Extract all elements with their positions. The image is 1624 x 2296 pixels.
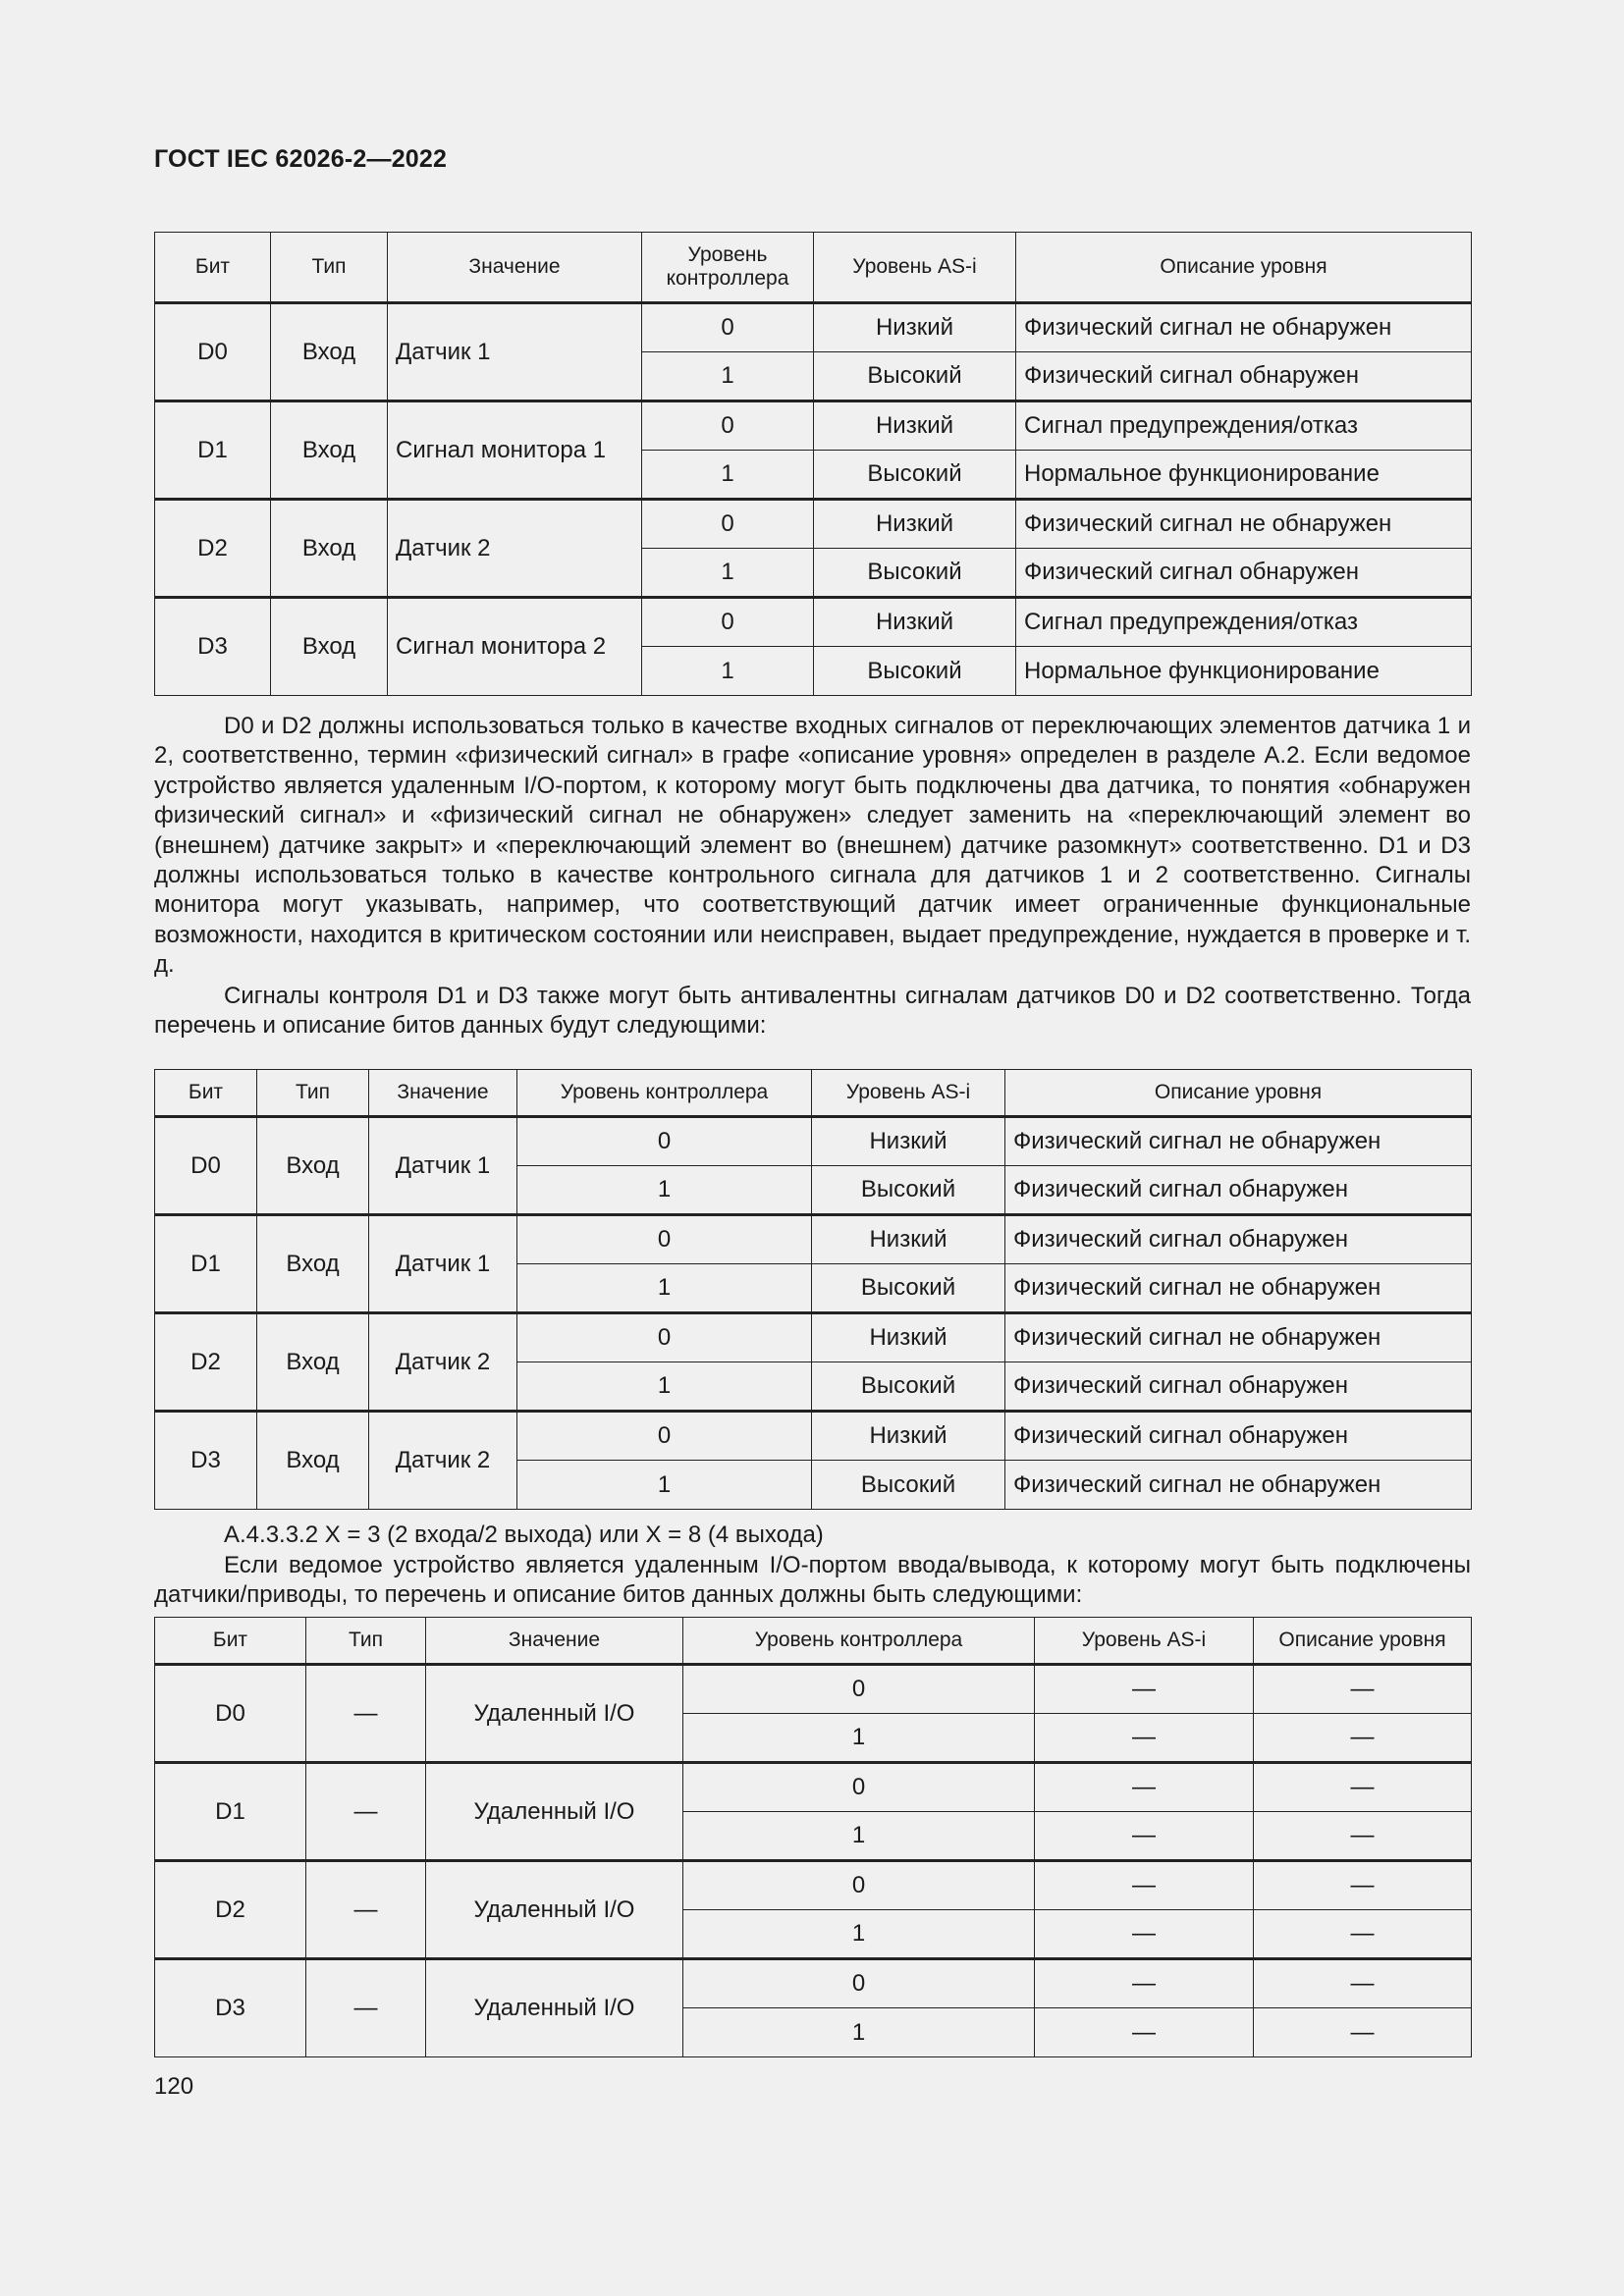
cell-controller-level: 0 — [517, 1117, 812, 1166]
cell-controller-level: 1 — [683, 1910, 1035, 1959]
header-asi-level: Уровень AS-i — [812, 1070, 1005, 1117]
cell-type: Вход — [271, 303, 388, 401]
cell-controller-level: 1 — [517, 1166, 812, 1215]
cell-asi-level: Высокий — [812, 1362, 1005, 1412]
cell-level-description: Физический сигнал не обнаружен — [1016, 500, 1472, 549]
page-number: 120 — [154, 2073, 194, 2100]
cell-bit: D0 — [155, 1117, 257, 1215]
cell-bit: D0 — [155, 303, 271, 401]
cell-controller-level: 1 — [517, 1461, 812, 1510]
cell-controller-level: 1 — [517, 1362, 812, 1412]
cell-asi-level: — — [1035, 1714, 1254, 1763]
header-level-description: Описание уровня — [1254, 1618, 1472, 1665]
cell-asi-level: Высокий — [812, 1264, 1005, 1313]
table-row — [155, 500, 1472, 549]
cell-meaning: Удаленный I/O — [426, 1665, 683, 1763]
cell-controller-level: 0 — [683, 1665, 1035, 1714]
cell-type: — — [306, 1763, 426, 1861]
cell-controller-level: 1 — [642, 647, 814, 696]
cell-type: Вход — [257, 1412, 369, 1510]
header-type: Тип — [257, 1070, 369, 1117]
cell-asi-level: — — [1035, 1812, 1254, 1861]
header-controller-level: Уровень контроллера — [642, 233, 814, 303]
cell-asi-level: Низкий — [814, 500, 1016, 549]
cell-type: Вход — [257, 1313, 369, 1412]
cell-bit: D3 — [155, 1412, 257, 1510]
cell-level-description: — — [1254, 2008, 1472, 2057]
cell-controller-level: 0 — [517, 1215, 812, 1264]
header-bit: Бит — [155, 233, 271, 303]
cell-level-description: — — [1254, 1861, 1472, 1910]
cell-asi-level: Высокий — [812, 1166, 1005, 1215]
table-row — [155, 1665, 1472, 1714]
table-row — [155, 1412, 1472, 1461]
cell-level-description: Физический сигнал обнаружен — [1005, 1215, 1472, 1264]
header-meaning: Значение — [369, 1070, 517, 1117]
cell-controller-level: 1 — [683, 1812, 1035, 1861]
cell-controller-level: 1 — [642, 352, 814, 401]
cell-bit: D2 — [155, 1861, 306, 1959]
cell-asi-level: Низкий — [814, 598, 1016, 647]
cell-type: Вход — [271, 401, 388, 500]
table-row — [155, 1215, 1472, 1264]
cell-meaning: Датчик 2 — [388, 500, 642, 598]
cell-asi-level: Высокий — [814, 647, 1016, 696]
header-bit: Бит — [155, 1070, 257, 1117]
cell-controller-level: 0 — [683, 1763, 1035, 1812]
header-bit: Бит — [155, 1618, 306, 1665]
cell-level-description: Физический сигнал обнаружен — [1005, 1412, 1472, 1461]
cell-type: Вход — [271, 500, 388, 598]
cell-meaning: Датчик 1 — [369, 1117, 517, 1215]
cell-bit: D0 — [155, 1665, 306, 1763]
cell-meaning: Сигнал монитора 1 — [388, 401, 642, 500]
bit-table-1 — [154, 232, 1472, 696]
cell-asi-level: Низкий — [812, 1313, 1005, 1362]
header-controller-level: Уровень контроллера — [683, 1618, 1035, 1665]
cell-controller-level: 0 — [517, 1313, 812, 1362]
cell-asi-level: Низкий — [814, 303, 1016, 352]
cell-controller-level: 0 — [642, 401, 814, 451]
cell-controller-level: 1 — [517, 1264, 812, 1313]
cell-asi-level: — — [1035, 1910, 1254, 1959]
cell-meaning: Датчик 2 — [369, 1313, 517, 1412]
bit-table-3 — [154, 1617, 1472, 2057]
table-row — [155, 303, 1472, 352]
cell-level-description: Сигнал предупреждения/отказ — [1016, 401, 1472, 451]
cell-controller-level: 0 — [683, 1861, 1035, 1910]
table-row — [155, 1861, 1472, 1910]
cell-meaning: Удаленный I/O — [426, 1763, 683, 1861]
cell-asi-level: Низкий — [812, 1215, 1005, 1264]
cell-controller-level: 1 — [683, 2008, 1035, 2057]
cell-type: — — [306, 1861, 426, 1959]
cell-level-description: Сигнал предупреждения/отказ — [1016, 598, 1472, 647]
cell-level-description: Физический сигнал обнаружен — [1005, 1362, 1472, 1412]
table-row — [155, 1313, 1472, 1362]
cell-bit: D1 — [155, 1215, 257, 1313]
cell-controller-level: 0 — [517, 1412, 812, 1461]
cell-type: Вход — [257, 1215, 369, 1313]
cell-level-description: Физический сигнал обнаружен — [1016, 352, 1472, 401]
cell-bit: D1 — [155, 1763, 306, 1861]
header-type: Тип — [271, 233, 388, 303]
cell-type: Вход — [271, 598, 388, 696]
cell-level-description: Физический сигнал не обнаружен — [1005, 1461, 1472, 1510]
cell-level-description: Физический сигнал не обнаружен — [1005, 1117, 1472, 1166]
cell-asi-level: Низкий — [812, 1117, 1005, 1166]
cell-asi-level: Высокий — [814, 352, 1016, 401]
cell-asi-level: — — [1035, 1665, 1254, 1714]
table-row — [155, 1117, 1472, 1166]
header-level-description: Описание уровня — [1005, 1070, 1472, 1117]
cell-level-description: — — [1254, 1714, 1472, 1763]
cell-controller-level: 1 — [683, 1714, 1035, 1763]
body-paragraph: Сигналы контроля D1 и D3 также могут быть антивалентны сигналам датчиков D0 и D2 соответственно. Тогда перечень и описание битов данных будут следующими: — [154, 983, 1471, 1040]
cell-asi-level: Высокий — [814, 549, 1016, 598]
cell-bit: D2 — [155, 500, 271, 598]
cell-meaning: Датчик 1 — [388, 303, 642, 401]
body-paragraph: Если ведомое устройство является удаленным I/O-портом ввода/вывода, к которому могут быть подключены датчики/приводы, то перечень и описание битов данных должны быть следующими: — [154, 1552, 1471, 1609]
cell-controller-level: 0 — [642, 598, 814, 647]
cell-level-description: Физический сигнал обнаружен — [1005, 1166, 1472, 1215]
cell-level-description: — — [1254, 1665, 1472, 1714]
header-asi-level: Уровень AS-i — [814, 233, 1016, 303]
header-level-description: Описание уровня — [1016, 233, 1472, 303]
document-header: ГОСТ IEC 62026-2—2022 — [154, 145, 448, 173]
header-asi-level: Уровень AS-i — [1035, 1618, 1254, 1665]
cell-level-description: — — [1254, 1959, 1472, 2008]
cell-level-description: Физический сигнал обнаружен — [1016, 549, 1472, 598]
cell-level-description: — — [1254, 1812, 1472, 1861]
cell-asi-level: — — [1035, 2008, 1254, 2057]
header-meaning: Значение — [426, 1618, 683, 1665]
cell-level-description: Физический сигнал не обнаружен — [1005, 1313, 1472, 1362]
cell-level-description: — — [1254, 1910, 1472, 1959]
cell-asi-level: Низкий — [814, 401, 1016, 451]
cell-level-description: Нормальное функционирование — [1016, 451, 1472, 500]
cell-controller-level: 0 — [683, 1959, 1035, 2008]
cell-asi-level: Высокий — [814, 451, 1016, 500]
cell-asi-level: — — [1035, 1861, 1254, 1910]
cell-meaning: Удаленный I/O — [426, 1861, 683, 1959]
cell-meaning: Датчик 1 — [369, 1215, 517, 1313]
cell-level-description: — — [1254, 1763, 1472, 1812]
cell-level-description: Физический сигнал не обнаружен — [1016, 303, 1472, 352]
table-row — [155, 1763, 1472, 1812]
cell-asi-level: Высокий — [812, 1461, 1005, 1510]
cell-controller-level: 1 — [642, 451, 814, 500]
table-row — [155, 1959, 1472, 2008]
cell-type: — — [306, 1959, 426, 2057]
cell-level-description: Нормальное функционирование — [1016, 647, 1472, 696]
cell-bit: D1 — [155, 401, 271, 500]
header-meaning: Значение — [388, 233, 642, 303]
cell-meaning: Датчик 2 — [369, 1412, 517, 1510]
cell-meaning: Сигнал монитора 2 — [388, 598, 642, 696]
header-controller-level: Уровень контроллера — [517, 1070, 812, 1117]
cell-type: Вход — [257, 1117, 369, 1215]
cell-controller-level: 0 — [642, 500, 814, 549]
table-row — [155, 598, 1472, 647]
header-type: Тип — [306, 1618, 426, 1665]
table-row — [155, 401, 1472, 451]
cell-type: — — [306, 1665, 426, 1763]
cell-bit: D3 — [155, 598, 271, 696]
cell-asi-level: — — [1035, 1959, 1254, 2008]
cell-level-description: Физический сигнал не обнаружен — [1005, 1264, 1472, 1313]
cell-bit: D2 — [155, 1313, 257, 1412]
cell-controller-level: 1 — [642, 549, 814, 598]
cell-controller-level: 0 — [642, 303, 814, 352]
body-paragraph: D0 и D2 должны использоваться только в качестве входных сигналов от переключающих элементов датчика 1 и 2, соответственно, термин «физический сигнал» в графе «описание уровня» определен в разделе А.2. Если ведомое устройство является удаленным I/O-портом, к которому могут быть подключены два датчика, то понятия «обнаружен физический сигнал» и «физический сигнал не обнаружен» следует заменить на «переключающий элемент во (внешнем) датчике закрыт» и «переключающий элемент во (внешнем) датчике разомкнут» соответственно. D1 и D3 должны использоваться только в качестве контрольного сигнала для датчиков 1 и 2 соответственно. Сигналы монитора могут указывать, например, что соответствующий датчик имеет ограниченные функциональные возможности, находится в критическом состоянии или неисправен, выдает предупреждение, нуждается в проверке и т. д. — [154, 713, 1471, 979]
cell-asi-level: Низкий — [812, 1412, 1005, 1461]
bit-table-2 — [154, 1069, 1472, 1510]
cell-asi-level: — — [1035, 1763, 1254, 1812]
cell-bit: D3 — [155, 1959, 306, 2057]
section-heading: А.4.3.3.2 X = 3 (2 входа/2 выхода) или X = 8 (4 выхода) — [224, 1522, 824, 1548]
cell-meaning: Удаленный I/O — [426, 1959, 683, 2057]
